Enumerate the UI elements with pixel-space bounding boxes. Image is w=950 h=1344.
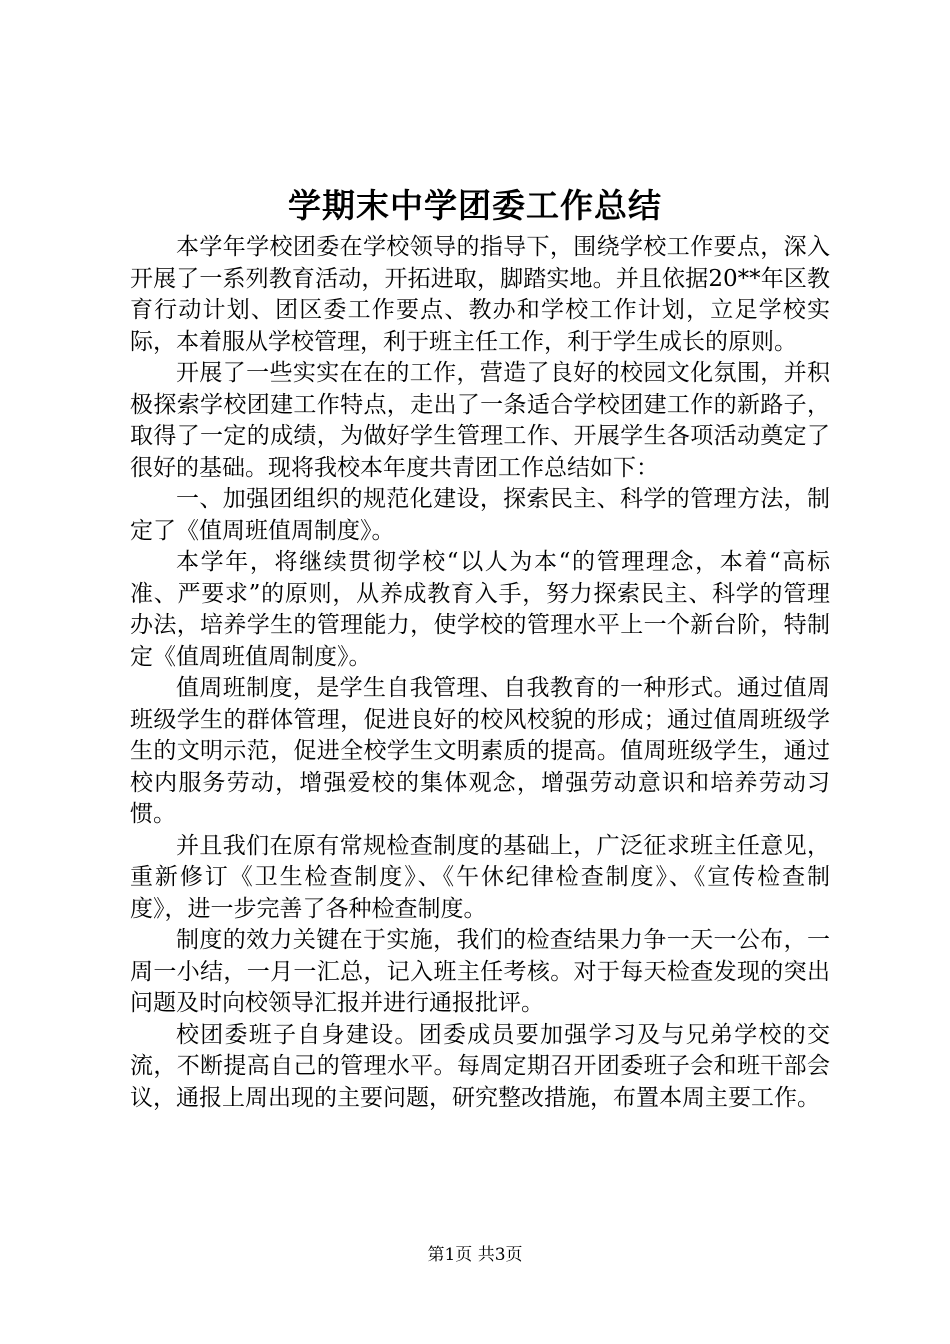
page-footer: 第1页 共3页 [427,1245,523,1265]
paragraph: 并且我们在原有常规检查制度的基础上，广泛征求班主任意见，重新修订《卫生检查制度》、《午休纪律检查制度》、《宣传检查制度》，进一步完善了各种检查制度。 [130,832,830,922]
document-title: 学期末中学团委工作总结 [288,186,662,225]
paragraph: 校团委班子自身建设。团委成员要加强学习及与兄弟学校的交流，不断提高自己的管理水平。每周定期召开团委班子会和班干部会议，通报上周出现的主要问题，研究整改措施，布置本周主要工作。 [130,1021,830,1111]
paragraph: 本学年学校团委在学校领导的指导下，围绕学校工作要点，深入开展了一系列教育活动，开拓进取，脚踏实地。并且依据20**年区教育行动计划、团区委工作要点、教办和学校工作计划，立足学校实际，本着服从学校管理，利于班主任工作，利于学生成长的原则。 [130,234,830,355]
paragraph: 制度的效力关键在于实施，我们的检查结果力争一天一公布，一周一小结，一月一汇总，记入班主任考核。对于每天检查发现的突出问题及时向校领导汇报并进行通报批评。 [130,927,830,1016]
paragraph: 本学年，将继续贯彻学校“以人为本“的管理理念，本着“高标准、严要求”的原则，从养成教育入手，努力探索民主、科学的管理办法，培养学生的管理能力，使学校的管理水平上一个新台阶，特制定《值周班值周制度》。 [130,549,830,670]
document-body [130,232,830,1114]
section-heading: 一、加强团组织的规范化建设，探索民主、科学的管理方法，制定了《值周班值周制度》。 [130,486,830,544]
paragraph: 值周班制度，是学生自我管理、自我教育的一种形式。通过值周班级学生的群体管理，促进良好的校风校貌的形成；通过值周班级学生的文明示范，促进全校学生文明素质的提高。值周班级学生，通过校内服务劳动，增强爱校的集体观念，增强劳动意识和培养劳动习惯。 [130,675,830,827]
paragraph: 开展了一些实实在在的工作，营造了良好的校园文化氛围，并积极探索学校团建工作特点，走出了一条适合学校团建工作的新路子，取得了一定的成绩，为做好学生管理工作、开展学生各项活动奠定了很好的基础。现将我校本年度共青团工作总结如下： [130,360,830,481]
